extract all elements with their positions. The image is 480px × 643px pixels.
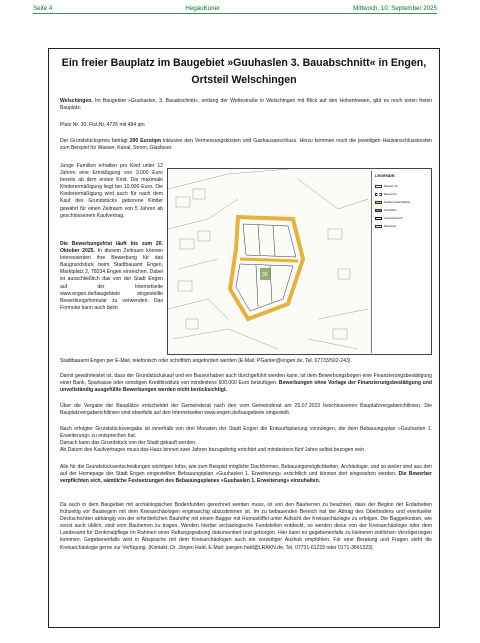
free-plot-label: 30 bbox=[262, 272, 268, 278]
family-discount-paragraph: Junge Familien erhalten pro Kind unter 12 Jahren eine Ermäßigung von 3.000 Euro bereits ab dem ersten Kind. Die maximale Kinderermäßigung liegt bei 10.000 Euro. Die Kinderermäßigung wird auch für nach dem Kauf des Grundstücks geborene Kinder gewährt für einen Zeitraum von 5 Jahren ab geschlossenem Kaufvertrag. bbox=[60, 163, 163, 219]
map-legend bbox=[371, 171, 429, 353]
publication-name: HegauKurier bbox=[185, 4, 221, 12]
plan-info-bold: Die Bewerber verpflichten sich, sämtliche Festsetzungen des Bebauungsplanes »Guuhaslen 1. Erweiterung« einzuhalten. bbox=[60, 471, 432, 485]
price-pre: Der Grundstückspreis beträgt bbox=[60, 138, 130, 144]
financing-warning: Bewerbungen ohne Vorlage der Finanzierungsbestätigung und unvollständig ausgefüllte Bewerbungen werden nicht berücksichtigt. bbox=[60, 380, 432, 394]
financing-text: Damit gewährleistet ist, dass der Grundstückskauf und ein Bauvorhaben auch durchgeführt werden kann, ist dem Bewerbungsbogen eine Finanzierungsbestätigung einer Bank, Sparkasse oder sonstigen Kreditinstituts von mindestens 600.000 Euro beizufügen. bbox=[60, 373, 432, 387]
after-sale-paragraph bbox=[60, 426, 432, 454]
legend-item-3: Grünfläche bbox=[375, 209, 397, 212]
price-post: inklusive den Vermessungskosten und Gashausanschluss. Hinzu kommen noch die jeweiligen Hausanschlusskosten zum Beispiel für Wasser, Kanal, Strom, Glasfaser. bbox=[60, 138, 432, 152]
site-plan-map bbox=[167, 168, 432, 355]
deadline-paragraph bbox=[60, 241, 163, 312]
award-paragraph: Über die Vergabe der Bauplätze entscheidet der Gemeinderat nach den vom Gemeinderat am 25.07.2023 beschlossenen Bauplatzvergaberichtlinien. Die Bauplatzvergaberichtlinien sind ebenfalls auf den Internetseiten www.engen.de/baugebiete eingestellt. bbox=[60, 403, 432, 417]
price-paragraph bbox=[60, 138, 432, 152]
article-title bbox=[48, 55, 440, 89]
title-line-2: Ortsteil Welschingen bbox=[191, 74, 297, 86]
legend-item-4: Geltungsbereich bbox=[375, 217, 403, 220]
header-rule bbox=[33, 13, 437, 14]
dateline: Welschingen. bbox=[60, 98, 93, 104]
page-number: Seite 4 bbox=[33, 4, 53, 12]
legend-item-2: Straßenverkehrsfläche bbox=[375, 201, 410, 204]
legend-item-0: Bauplatz Nr. bbox=[375, 185, 398, 188]
financing-paragraph bbox=[60, 373, 432, 394]
legend-item-5: Baufenster bbox=[375, 225, 397, 228]
form-request-paragraph: Stadtbauamt Engen per E-Mail, telefonisch oder schriftlich angefordert werden (E-Mail: PGanter@engen.de, Tel. 07733/502-243). bbox=[60, 358, 352, 364]
price-value: 290 Euro/qm bbox=[129, 138, 161, 144]
plot-info: Platz Nr. 30, Flst.Nr. 4726 mit 484 qm bbox=[60, 122, 145, 128]
legend-item-1: Baugrenze bbox=[375, 193, 397, 196]
after-sale-3: Ab Datum des Kaufvertrages muss das Haus binnen zwei Jahren bezugsfertig errichtet und mindestens fünf Jahre selbst bezogen sein. bbox=[60, 447, 366, 454]
plan-info-paragraph bbox=[60, 464, 432, 485]
plan-info-text: Alle für die Grundstücksentscheidungen wichtigen Infos, wie zum Beispiel mögliche Dachformen, Bebauungsmöglichkeiten, Archäologie, und so weiter sind aus den auf der Homepage der Stadt Engen eingestellten Bebauungsplan »Guuhaslen 1. Erweiterung« ersichtlich und können dort eingesehen werden. bbox=[60, 464, 432, 478]
site-plan-drawing bbox=[168, 169, 373, 355]
issue-date: Mittwoch, 10. September 2025 bbox=[353, 4, 437, 12]
title-line-1: Ein freier Bauplatz im Baugebiet »Guuhaslen 3. Bauabschnitt« in Engen, bbox=[61, 57, 427, 69]
archaeology-paragraph: Da auch in dem Baugebiet mit archäologischen Bodenfunden gerechnet werden muss, ist von den Bauherren zu beachten, dass der Beginn der Erdarbeiten frühzeitig vor Baubeginn mit dem Kreisarchäologen engmaschig abzustimmen ist. Im zu bebauenden Bereich hat der Abtrag des Oberbodens und eventueller Deckschichten abhängig von der erforderlichen Bauhöhe mit einem Bagger mit Humuslöffel unter Aufsicht der Kreisarchäologie zu erfolgen. Die Baggerkosten, wie sonst auch üblich, sind vom Bauherren zu tragen. Werden hierbei archäologische Fundstellen entdeckt, so werden diese von der Kreisarchäologie oder dem Landesamt für Denkmalpflege im Rahmen einer Rettungsgrabung dokumentiert und geborgen. Hier kann es gegebenenfalls zu kleineren zeitlichen Verzögerungen kommen. Gegebenenfalls wird in Absprache mit dem Kreisarchäologen auch ein vorzeitiger Aushub empfohlen. Für eine Beratung und Fragen steht die Kreisarchäologie gerne zur Verfügung. (Kontakt: Dr. Jürgen Hald, E-Mail: juergen.hald@LRAKN.de, Tel. 07731-61229 oder 0171-3661323). bbox=[60, 502, 432, 551]
intro-paragraph bbox=[60, 98, 432, 112]
intro-text: Im Baugebiet »Guuhaslen, 3. Bauabschnitt«, entlang der Wettestraße in Welschingen mit Blick auf den Hohenhewen, gibt es noch einen freien Bauplatz: bbox=[60, 98, 432, 112]
legend-title: LEGENDE: bbox=[375, 173, 396, 178]
deadline-text: In diesem Zeitraum können Interessenten ihre Bewerbung für das Baugrundstück beim Stadtbauamt Engen, Marktplatz 2, 78234 Engen einreichen. Dabei ist ausschließlich das von der Stadt Engen auf der Internetseite www.engen.de/baugebiete eingestellte Bewerbungsformular zu verwenden. Das Formular kann auch beim bbox=[60, 248, 163, 311]
after-sale-1: Nach erfolgter Grundstücksvergabe ist innerhalb von drei Monaten der Stadt Engen die Entwurfsplanung vorzulegen, die dem Bebauungsplan »Guuhaslen 1. Erweiterung« zu entsprechen hat. bbox=[60, 426, 432, 440]
deadline-bold: Die Bewerbungsfrist läuft bis zum 20. Oktober 2025. bbox=[60, 241, 163, 255]
after-sale-2: Danach kann das Grundstück von der Stadt gekauft werden. bbox=[60, 440, 197, 447]
